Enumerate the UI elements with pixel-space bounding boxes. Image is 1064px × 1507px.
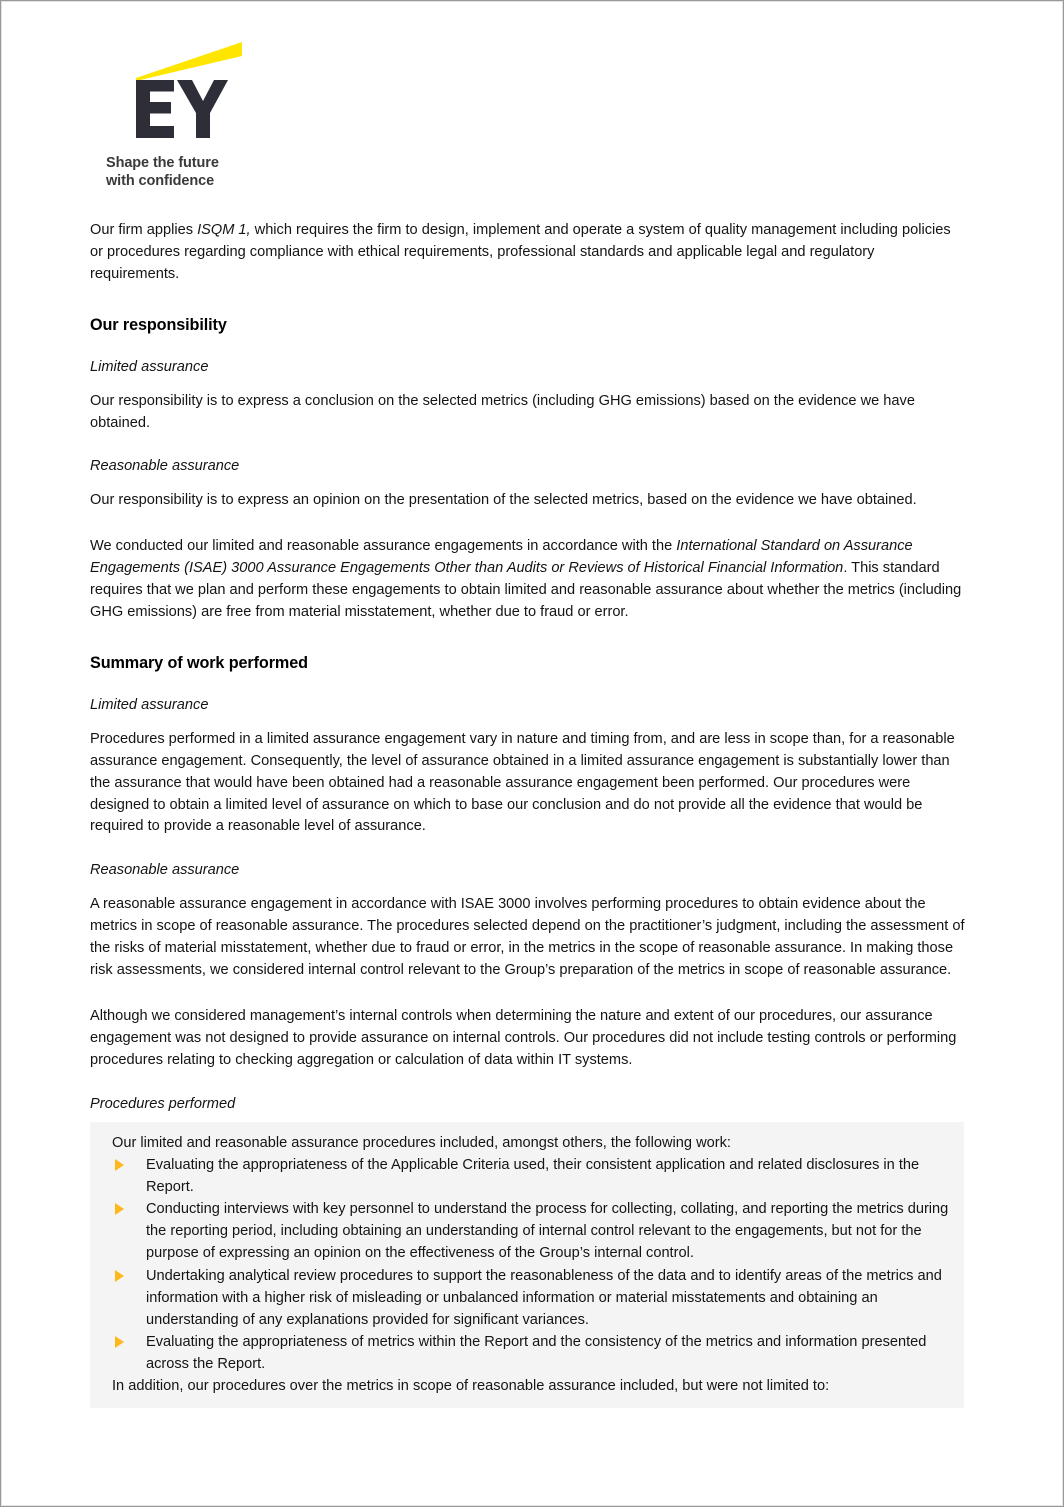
triangle-bullet-icon — [115, 1336, 124, 1348]
list-item-text: Undertaking analytical review procedures to support the reasonableness of the data and to identify areas of the metrics and information with a higher risk of misleading or unbalanced information or material misstatements and obtaining an understanding of any explanations provided for significant variances. — [146, 1267, 942, 1328]
paragraph-internal-controls: Although we considered management’s internal controls when determining the nature and extent of our procedures, our assurance engagement was not designed to provide assurance on internal controls. Our procedures did not include testing controls or performing procedures relating to checking aggregation or calculation of data within IT systems. — [90, 1007, 957, 1068]
ey-tagline — [106, 155, 366, 190]
isae-text-post: . This standard requires that we plan and perform these engagements to obtain limited and reasonable assurance about whether the metrics (including GHG emissions) are free from material misstatement, whether due to fraud or error. — [90, 560, 962, 621]
subheading-reasonable-assurance-responsibility: Reasonable assurance — [90, 458, 240, 475]
subheading-limited-assurance-summary: Limited assurance — [90, 696, 209, 713]
procedures-tail-text: In addition, our procedures over the metrics in scope of reasonable assurance included, but were not limited to: — [112, 1378, 830, 1395]
intro-text-pre: Our firm applies — [90, 222, 198, 238]
procedures-performed-box — [90, 1122, 964, 1408]
procedures-lead-in: Our limited and reasonable assurance procedures included, amongst others, the following work: — [112, 1134, 731, 1151]
document-content — [90, 220, 966, 1408]
ey-tagline-line-1: Shape the future — [106, 155, 219, 171]
list-item — [102, 1154, 950, 1198]
intro-paragraph — [90, 220, 966, 286]
isae-text-pre: We conducted our limited and reasonable assurance engagements in accordance with the — [90, 538, 677, 555]
triangle-bullet-icon — [115, 1270, 124, 1282]
ey-tagline-line-2: with confidence — [106, 172, 215, 189]
subheading-procedures-performed: Procedures performed — [90, 1095, 236, 1112]
paragraph-isae-standard — [90, 536, 966, 624]
heading-summary-of-work-performed: Summary of work performed — [90, 653, 308, 672]
list-item-text: Conducting interviews with key personnel to understand the process for collecting, collating, and reporting the metrics during the reporting period, including obtaining an understanding of internal control relevant to the engagements, but not for the purpose of expressing an opinion on the effectiveness of the Group’s internal control. — [146, 1201, 949, 1262]
paragraph-reasonable-assurance-responsibility: Our responsibility is to express an opinion on the presentation of the selected metrics, based on the evidence we have obtained. — [90, 492, 917, 509]
page-frame — [1, 1, 1063, 1506]
heading-our-responsibility: Our responsibility — [90, 315, 227, 334]
list-item — [102, 1198, 950, 1265]
list-item — [102, 1265, 950, 1332]
isae-standard-title: International Standard on Assurance Engagements (ISAE) 3000 Assurance Engagements Other than Audits or Reviews of Historical Financial Information — [90, 538, 913, 577]
list-item-text: Evaluating the appropriateness of metrics within the Report and the consistency of the metrics and information presented across the Report. — [146, 1334, 927, 1373]
intro-text-isqm: ISQM 1, — [197, 222, 251, 238]
procedures-bullet-list — [102, 1154, 950, 1376]
subheading-reasonable-assurance-summary: Reasonable assurance — [90, 862, 240, 879]
paragraph-limited-assurance-responsibility: Our responsibility is to express a conclusion on the selected metrics (including GHG emissions) based on the evidence we have obtained. — [90, 392, 915, 431]
subheading-limited-assurance-responsibility: Limited assurance — [90, 358, 209, 375]
ey-logo — [106, 42, 366, 190]
ey-wordmark-icon — [136, 80, 228, 138]
paragraph-limited-assurance-summary: Procedures performed in a limited assurance engagement vary in nature and timing from, and are less in scope than, for a reasonable assurance engagement. Consequently, the level of assurance obtained in a limited assurance engagement is substantially lower than the assurance that would have been obtained had a reasonable assurance engagement been performed. Our procedures were designed to obtain a limited level of assurance on which to base our conclusion and do not provide all the evidence that would be required to provide a reasonable level of assurance. — [90, 730, 955, 835]
list-item — [102, 1331, 950, 1375]
list-item-text: Evaluating the appropriateness of the Applicable Criteria used, their consistent application and related disclosures in the Report. — [146, 1156, 920, 1195]
paragraph-reasonable-assurance-summary: A reasonable assurance engagement in accordance with ISAE 3000 involves performing procedures to obtain evidence about the metrics in scope of reasonable assurance. The procedures selected depend on the practitioner’s judgment, including the assessment of the risks of material misstatement, whether due to fraud or error, in the metrics in the scope of reasonable assurance. In making those risk assessments, we considered internal control relevant to the Group’s preparation of the metrics in scope of reasonable assurance. — [90, 896, 965, 979]
ey-swoosh-icon — [136, 42, 242, 82]
triangle-bullet-icon — [115, 1203, 124, 1215]
intro-text-post: which requires the firm to design, implement and operate a system of quality management including policies or procedures regarding compliance with ethical requirements, professional standards and applicable legal and regulatory requirements. — [90, 222, 951, 282]
triangle-bullet-icon — [115, 1159, 124, 1171]
